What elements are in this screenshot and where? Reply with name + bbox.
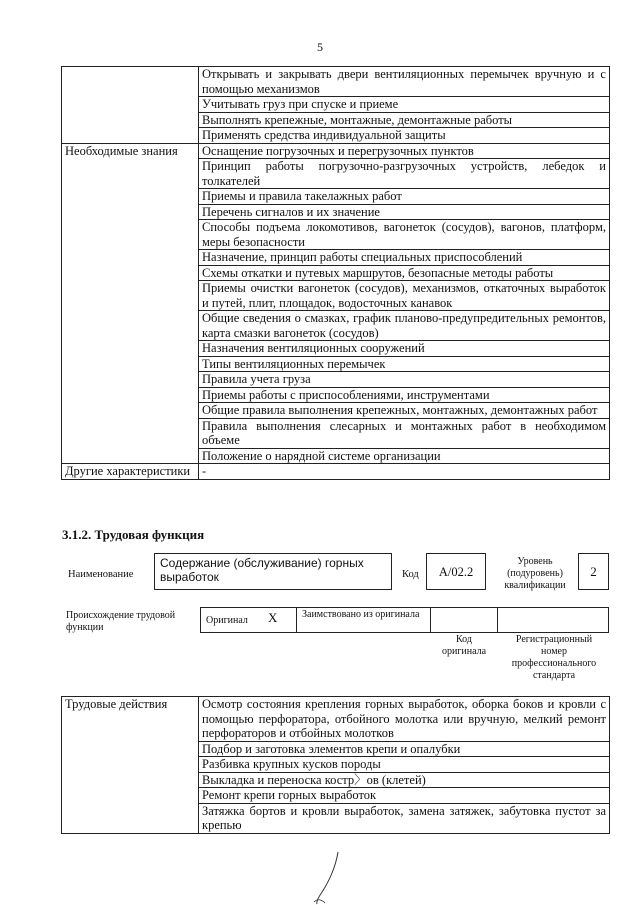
row-item: Приемы работы с приспособлениями, инструментами [199,387,610,403]
row-item: Типы вентиляционных перемычек [199,356,610,372]
code-value-box [426,553,486,590]
row-item: Подбор и заготовка элементов крепи и опалубки [199,741,610,757]
row-item: Оснащение погрузочных и перегрузочных пунктов [199,143,610,159]
row-item: Назначения вентиляционных сооружений [199,341,610,357]
code-label: Код [402,569,419,580]
row-item: Разбивка крупных кусков породы [199,757,610,773]
table-row [62,697,610,742]
row-item: Приемы и правила такелажных работ [199,189,610,205]
row-label: Необходимые знания [62,143,199,464]
row-item: Выполнять крепежные, монтажные, демонтажные работы [199,112,610,128]
row-item: Применять средства индивидуальной защиты [199,128,610,144]
borrowed-label: Заимствовано из оригинала [302,609,420,620]
row-item: Положение о нарядной системе организации [199,448,610,464]
skills-knowledge-table [61,66,610,480]
row-item: Общие правила выполнения крепежных, монтажных, демонтажных работ [199,403,610,419]
name-label: Наименование [68,569,134,580]
row-item: Правила выполнения слесарных и монтажных работ в необходимом объеме [199,418,610,448]
row-item: Учитывать груз при спуске и приеме [199,97,610,113]
row-item: Выкладка и переноска костр〉ов (клетей) [199,772,610,788]
row-item: Осмотр состояния крепления горных выработок, оборка боков и кровли с помощью перфоратора, отбойного молотка или вручную, мелкий ремонт перфораторов и отбойных молотков [199,697,610,742]
level-value-box [578,553,609,590]
function-code: А/02.2 [438,565,474,579]
work-actions-table [61,696,610,834]
row-label: Трудовые действия [62,697,199,834]
row-item: Правила учета груза [199,372,610,388]
row-item: Перечень сигналов и их значение [199,204,610,220]
row-item: Затяжка бортов и кровли выработок, замена затяжек, забутовка пустот за крепью [199,803,610,833]
signature [300,850,360,905]
page-number: 5 [317,40,323,54]
row-label: Другие характеристики [62,464,199,480]
original-mark: X [268,610,278,625]
row-item: - [199,464,610,480]
row-label [62,67,199,144]
row-item: Назначение, принцип работы специальных приспособлений [199,250,610,266]
function-name: Содержание (обслуживание) горных выработок [160,556,364,584]
table-row [62,464,610,480]
row-item: Принцип работы погрузочно-разгрузочных устройств, лебедок и толкателей [199,159,610,189]
row-item: Приемы очистки вагонеток (сосудов), механизмов, откаточных выработок и путей, плит, площадок, водосточных канавок [199,281,610,311]
origin-label: Происхождение трудовой функции [66,610,176,633]
row-item: Ремонт крепи горных выработок [199,788,610,804]
name-value-box [154,553,392,590]
row-item: Схемы откатки и путевых маршрутов, безопасные методы работы [199,265,610,281]
original-label: Оригинал [206,615,248,626]
row-item: Открывать и закрывать двери вентиляционных перемычек вручную и с помощью механизмов [199,67,610,97]
qualification-level: 2 [590,564,597,579]
level-label: Уровень (подуровень) квалификации [504,556,566,591]
row-item: Способы подъема локомотивов, вагонеток (сосудов), вагонов, платформ, меры безопасности [199,220,610,250]
row-item: Общие сведения о смазках, график планово-предупредительных ремонтов, карта смазки вагонеток (сосудов) [199,311,610,341]
table-row [62,67,610,97]
section-title: 3.1.2. Трудовая функция [62,527,205,542]
regnum-caption: Регистрационный номер профессионального стандарта [511,634,597,681]
code-original-caption: Код оригинала [441,634,487,657]
table-row [62,143,610,159]
